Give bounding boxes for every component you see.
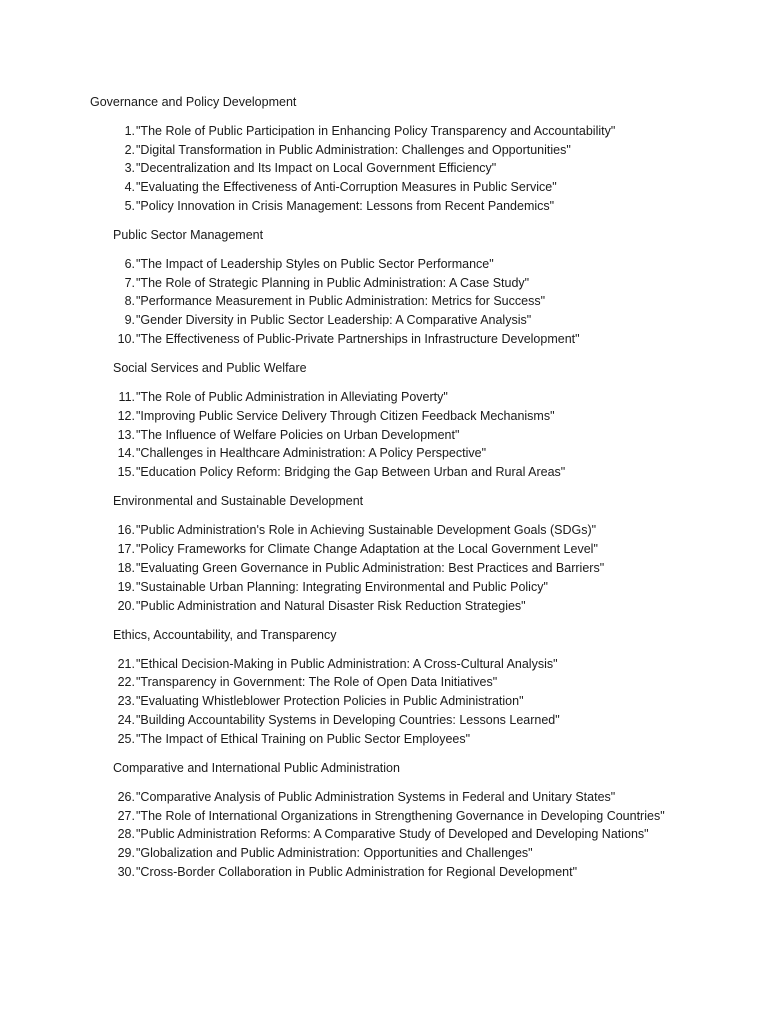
item-text: "The Role of Strategic Planning in Public Administration: A Case Study" xyxy=(136,276,530,290)
item-text: "Performance Measurement in Public Administration: Metrics for Success" xyxy=(136,294,546,308)
item-number: 13. xyxy=(117,428,135,442)
item-number: 12. xyxy=(117,409,135,423)
item-text: "Evaluating Green Governance in Public Administration: Best Practices and Barriers" xyxy=(136,561,605,575)
item-text: "Decentralization and Its Impact on Local Government Efficiency" xyxy=(136,161,497,175)
item-number: 4. xyxy=(124,180,135,194)
item-text: "The Influence of Welfare Policies on Urban Development" xyxy=(136,428,460,442)
item-number: 29. xyxy=(117,846,135,860)
item-number: 18. xyxy=(117,561,135,575)
item-text: "Ethical Decision-Making in Public Administration: A Cross-Cultural Analysis" xyxy=(136,657,558,671)
item-text: "The Role of Public Administration in Alleviating Poverty" xyxy=(136,390,448,404)
item-number: 16. xyxy=(117,523,135,537)
item-number: 9. xyxy=(124,313,135,327)
item-text: "The Impact of Ethical Training on Public Sector Employees" xyxy=(136,732,471,746)
item-number: 27. xyxy=(117,809,135,823)
item-text: "Public Administration's Role in Achieving Sustainable Development Goals (SDGs)" xyxy=(136,523,597,537)
item-text: "Transparency in Government: The Role of Open Data Initiatives" xyxy=(136,675,498,689)
item-text: "Policy Innovation in Crisis Management: Lessons from Recent Pandemics" xyxy=(136,199,555,213)
item-number: 11. xyxy=(118,390,135,404)
section-heading: Environmental and Sustainable Development xyxy=(113,494,364,508)
item-text: "Gender Diversity in Public Sector Leadership: A Comparative Analysis" xyxy=(136,313,532,327)
item-text: "Challenges in Healthcare Administration: A Policy Perspective" xyxy=(136,446,487,460)
section-heading: Comparative and International Public Administration xyxy=(113,761,400,775)
item-text: "Cross-Border Collaboration in Public Administration for Regional Development" xyxy=(136,865,578,879)
item-number: 8. xyxy=(124,294,135,308)
item-text: "Public Administration and Natural Disaster Risk Reduction Strategies" xyxy=(136,599,526,613)
item-text: "The Role of Public Participation in Enhancing Policy Transparency and Accountability" xyxy=(136,124,616,138)
item-text: "Globalization and Public Administration: Opportunities and Challenges" xyxy=(136,846,533,860)
item-text: "The Impact of Leadership Styles on Public Sector Performance" xyxy=(136,257,494,271)
section-heading: Public Sector Management xyxy=(113,228,264,242)
item-number: 20. xyxy=(117,599,135,613)
item-text: "Policy Frameworks for Climate Change Adaptation at the Local Government Level" xyxy=(136,542,598,556)
item-number: 6. xyxy=(124,257,135,271)
item-text: "Sustainable Urban Planning: Integrating Environmental and Public Policy" xyxy=(136,580,548,594)
item-text: "Digital Transformation in Public Administration: Challenges and Opportunities" xyxy=(136,143,571,157)
item-number: 5. xyxy=(124,199,135,213)
section-heading: Governance and Policy Development xyxy=(90,95,297,109)
item-number: 10. xyxy=(117,332,135,346)
item-text: "Building Accountability Systems in Developing Countries: Lessons Learned" xyxy=(136,713,560,727)
item-number: 14. xyxy=(117,446,135,460)
item-number: 1. xyxy=(124,124,135,138)
item-number: 2. xyxy=(124,143,135,157)
item-number: 26. xyxy=(117,790,135,804)
item-number: 24. xyxy=(117,713,135,727)
item-text: "Public Administration Reforms: A Comparative Study of Developed and Developing Nations" xyxy=(136,827,649,841)
item-number: 21. xyxy=(117,657,135,671)
section-heading: Ethics, Accountability, and Transparency xyxy=(113,628,337,642)
item-number: 7. xyxy=(124,276,135,290)
item-number: 22. xyxy=(117,675,135,689)
item-text: "Evaluating Whistleblower Protection Policies in Public Administration" xyxy=(136,694,524,708)
item-number: 3. xyxy=(124,161,135,175)
item-number: 15. xyxy=(117,465,135,479)
item-text: "The Role of International Organizations in Strengthening Governance in Developing Countries" xyxy=(136,809,665,823)
item-number: 23. xyxy=(117,694,135,708)
item-text: "The Effectiveness of Public-Private Partnerships in Infrastructure Development" xyxy=(136,332,580,346)
section-heading: Social Services and Public Welfare xyxy=(113,361,307,375)
item-number: 28. xyxy=(117,827,135,841)
item-text: "Improving Public Service Delivery Through Citizen Feedback Mechanisms" xyxy=(136,409,555,423)
item-number: 25. xyxy=(117,732,135,746)
item-number: 30. xyxy=(117,865,135,879)
item-number: 17. xyxy=(117,542,135,556)
item-text: "Comparative Analysis of Public Administration Systems in Federal and Unitary States" xyxy=(136,790,616,804)
item-text: "Education Policy Reform: Bridging the Gap Between Urban and Rural Areas" xyxy=(136,465,566,479)
item-number: 19. xyxy=(117,580,135,594)
item-text: "Evaluating the Effectiveness of Anti-Corruption Measures in Public Service" xyxy=(136,180,557,194)
